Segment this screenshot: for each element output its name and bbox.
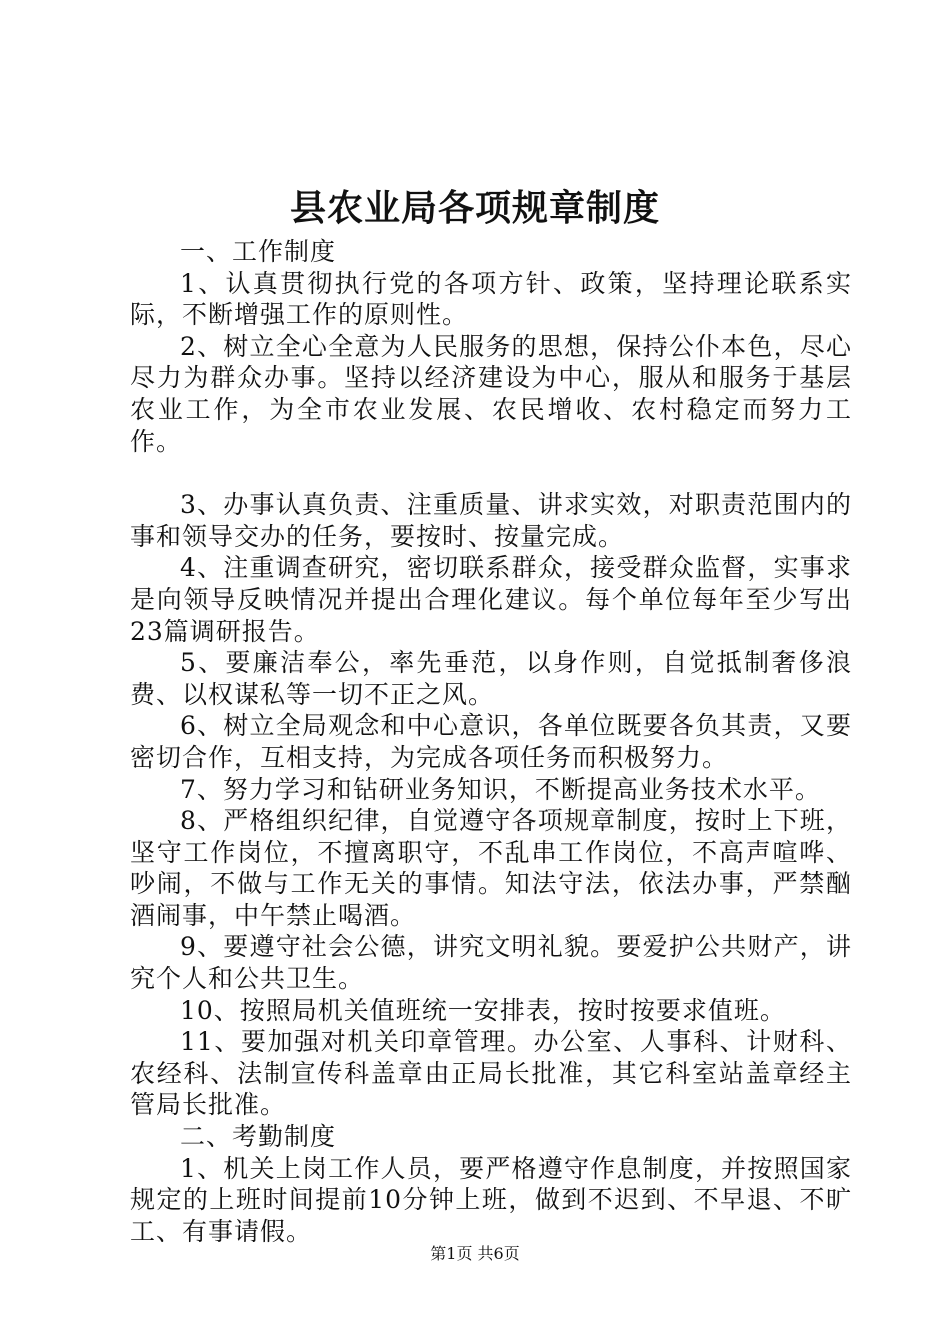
paragraph: 5、要廉洁奉公，率先垂范，以身作则，自觉抵制奢侈浪费、以权谋私等一切不正之风。 <box>130 648 852 709</box>
paragraph: 6、树立全局观念和中心意识，各单位既要各负其责，又要密切合作，互相支持，为完成各项任务而积极努力。 <box>130 711 852 772</box>
paragraph: 11、要加强对机关印章管理。办公室、人事科、计财科、农经科、法制宣传科盖章由正局长批准，其它科室站盖章经主管局长批准。 <box>130 1027 852 1120</box>
page-footer: 第1页 共6页 <box>430 1244 520 1263</box>
section-heading-work: 一、工作制度 <box>180 237 337 266</box>
paragraph: 9、要遵守社会公德，讲究文明礼貌。要爱护公共财产，讲究个人和公共卫生。 <box>130 932 852 994</box>
paragraph: 3、办事认真负责、注重质量、讲求实效，对职责范围内的事和领导交办的任务，要按时、按量完成。 <box>130 490 852 551</box>
document-title: 县农业局各项规章制度 <box>289 187 660 229</box>
paragraph: 4、注重调查研究，密切联系群众，接受群众监督，实事求是向领导反映情况并提出合理化建议。每个单位每年至少写出23篇调研报告。 <box>130 553 852 646</box>
paragraph: 7、努力学习和钻研业务知识，不断提高业务技术水平。 <box>180 774 821 804</box>
section-heading-attendance: 二、考勤制度 <box>180 1122 337 1152</box>
paragraph: 1、机关上岗工作人员，要严格遵守作息制度，并按照国家规定的上班时间提前10分钟上班，做到不迟到、不早退、不旷工、有事请假。 <box>130 1153 852 1246</box>
paragraph: 2、树立全心全意为人民服务的思想，保持公仆本色，尽心尽力为群众办事。坚持以经济建设为中心，服从和服务于基层农业工作，为全市农业发展、农民增收、农村稳定而努力工作。 <box>130 331 852 456</box>
paragraph: 1、认真贯彻执行党的各项方针、政策，坚持理论联系实际，不断增强工作的原则性。 <box>130 268 852 330</box>
paragraph: 10、按照局机关值班统一安排表，按时按要求值班。 <box>180 995 786 1025</box>
document-body <box>130 236 852 1247</box>
paragraph: 8、严格组织纪律，自觉遵守各项规章制度，按时上下班，坚守工作岗位，不擅离职守，不乱串工作岗位，不高声喧哗、吵闹，不做与工作无关的事情。知法守法，依法办事，严禁酗酒闹事，中午禁止喝酒。 <box>130 806 852 930</box>
